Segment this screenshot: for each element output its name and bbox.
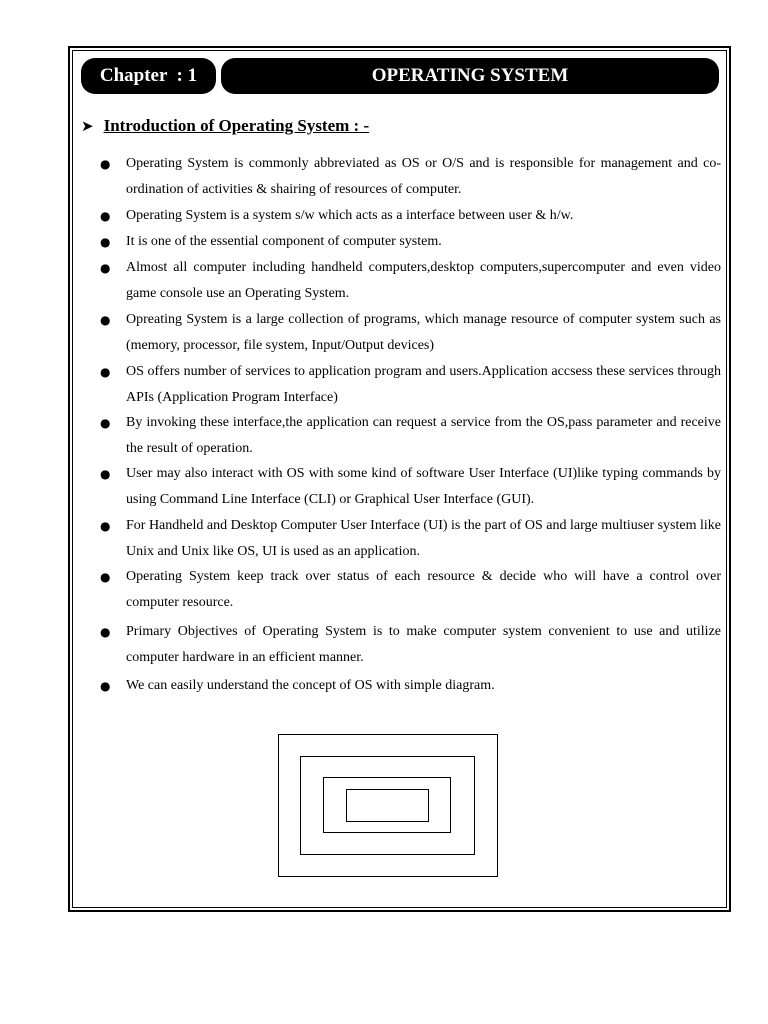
bullet-item: [100, 151, 721, 203]
bullet-item: [100, 564, 721, 616]
bullet-icon: ●: [100, 261, 111, 275]
bullet-item: [100, 513, 721, 565]
diagram-inner-box: [347, 790, 429, 822]
section-heading: [81, 116, 369, 136]
bullet-text: By invoking these interface,the application can request a service from the OS,pass parameter and receive the result of operation.: [126, 415, 721, 456]
section-heading-text: Introduction of Operating System : -: [103, 116, 370, 135]
bullet-item: [100, 203, 721, 229]
bullet-text: We can easily understand the concept of OS with simple diagram.: [126, 678, 495, 693]
bullet-text: Opreating System is a large collection of programs, which manage resource of computer system such as (memory, processor, file system, Input/Output devices): [126, 312, 721, 353]
bullet-icon: ●: [100, 157, 111, 171]
bullet-icon: ●: [100, 209, 111, 223]
bullet-item: [100, 619, 721, 671]
bullet-icon: ●: [100, 625, 111, 639]
diagram-third-box: [324, 778, 451, 833]
diagram-outer-box: [279, 735, 498, 877]
bullet-icon: ●: [100, 570, 111, 584]
diagram-second-box: [301, 757, 475, 855]
os-layers-diagram: [278, 734, 498, 877]
bullet-text: Operating System is a system s/w which acts as a interface between user & h/w.: [126, 208, 574, 223]
bullet-item: [100, 410, 721, 462]
bullet-item: [100, 255, 721, 307]
bullet-text: Primary Objectives of Operating System is to make computer system convenient to use and utilize computer hardware in an efficient manner.: [126, 624, 721, 665]
bullet-text: Operating System keep track over status of each resource & decide who will have a control over computer resource.: [126, 569, 721, 610]
bullet-icon: ●: [100, 235, 111, 249]
bullet-item: [100, 673, 721, 699]
arrow-right-icon: ➤: [81, 117, 94, 135]
bullet-text: Almost all computer including handheld computers,desktop computers,supercomputer and even video game console use an Operating System.: [126, 260, 721, 301]
bullet-icon: ●: [100, 519, 111, 533]
bullet-icon: ●: [100, 467, 111, 481]
chapter-label: Chapter : 1: [81, 58, 216, 94]
bullet-item: [100, 307, 721, 359]
bullet-icon: ●: [100, 416, 111, 430]
chapter-title: OPERATING SYSTEM: [221, 58, 719, 94]
bullet-icon: ●: [100, 365, 111, 379]
bullet-text: Operating System is commonly abbreviated as OS or O/S and is responsible for management and co-ordination of activities & shairing of resources of computer.: [126, 156, 721, 197]
bullet-item: [100, 461, 721, 513]
bullet-text: For Handheld and Desktop Computer User Interface (UI) is the part of OS and large multiuser system like Unix and Unix like OS, UI is used as an application.: [126, 518, 721, 559]
bullet-text: User may also interact with OS with some kind of software User Interface (UI)like typing commands by using Command Line Interface (CLI) or Graphical User Interface (GUI).: [126, 466, 721, 507]
bullet-item: [100, 359, 721, 411]
bullet-icon: ●: [100, 313, 111, 327]
bullet-icon: ●: [100, 679, 111, 693]
bullet-item: [100, 229, 721, 255]
bullet-text: It is one of the essential component of computer system.: [126, 234, 442, 249]
bullet-text: OS offers number of services to application program and users.Application accsess these services through APIs (Application Program Interface): [126, 364, 721, 405]
